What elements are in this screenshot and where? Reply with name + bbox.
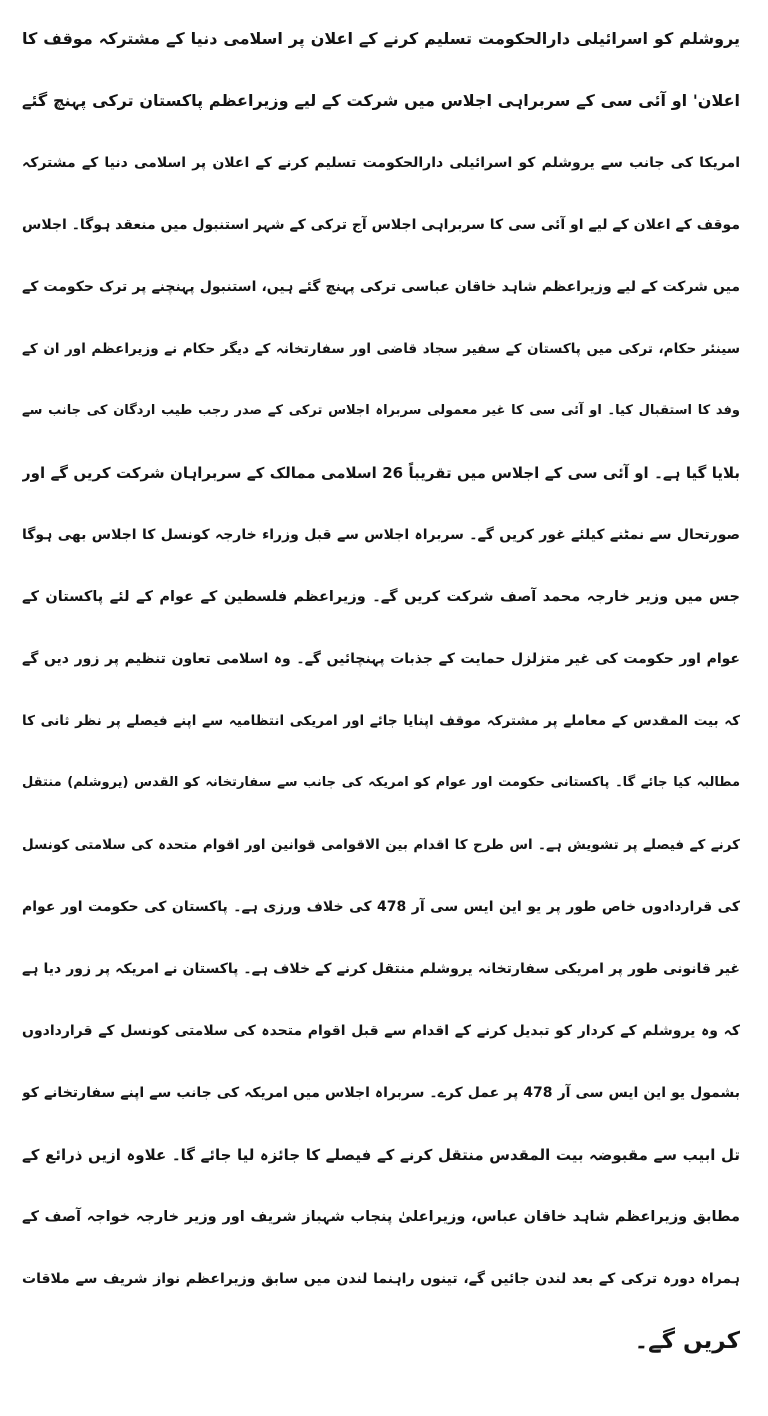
article-line: کریں گے۔	[634, 1328, 740, 1354]
article-line: امریکا کی جانب سے یروشلم کو اسرائیلی دارالحکومت تسلیم کرنے کے اعلان پر اسلامی دنیا کے مشترکہ	[22, 155, 740, 171]
article-line: کہ بیت المقدس کے معاملے پر مشترکہ موقف اپنایا جائے اور امریکی انتظامیہ سے اپنے فیصلے پر نظر ثانی کا	[22, 713, 740, 729]
article-line: موقف کے اعلان کے لیے او آئی سی کا سربراہی اجلاس آج ترکی کے شہر استنبول میں منعقد ہوگا۔ اجلاس	[22, 217, 740, 233]
article-line: ہمراہ دورہ ترکی کے بعد لندن جائیں گے، تینوں راہنما لندن میں سابق وزیراعظم نواز شریف سے ملاقات	[22, 1271, 740, 1287]
article-line: کی قراردادوں خاص طور پر یو این ایس سی آر 478 کی خلاف ورزی ہے۔ پاکستان کی حکومت اور عوام	[22, 899, 740, 915]
article-line: یروشلم کو اسرائیلی دارالحکومت تسلیم کرنے کے اعلان پر اسلامی دنیا کے مشترکہ موقف کا	[22, 29, 740, 48]
article-line: میں شرکت کے لیے وزیراعظم شاہد خاقان عباسی ترکی پہنچ گئے ہیں، استنبول پہنچنے پر ترک حکومت کے	[22, 279, 740, 295]
article-line: کرنے کے فیصلے پر تشویش ہے۔ اس طرح کا اقدام بین الاقوامی قوانین اور اقوام متحدہ کی سلامتی کونسل	[22, 837, 740, 853]
article-line: عوام اور حکومت کی غیر متزلزل حمایت کے جذبات پہنچائیں گے۔ وہ اسلامی تعاون تنظیم پر زور دیں گے	[22, 651, 740, 667]
article-line: جس میں وزیر خارجہ محمد آصف شرکت کریں گے۔ وزیراعظم فلسطین کے عوام کے لئے پاکستان کے	[22, 589, 740, 605]
article-line: صورتحال سے نمٹنے کیلئے غور کریں گے۔ سربراہ اجلاس سے قبل وزراء خارجہ کونسل کا اجلاس بھی ہوگا	[22, 527, 740, 543]
article-line: مطابق وزیراعظم شاہد خاقان عباس، وزیراعلیٰ پنجاب شہباز شریف اور وزیر خارجہ خواجہ آصف کے	[22, 1209, 740, 1225]
article-line: مطالبہ کیا جائے گا۔ پاکستانی حکومت اور عوام کو امریکہ کی جانب سے سفارتخانہ کو القدس (یروشلم) منتقل	[22, 775, 740, 790]
article-line: اعلان' او آئی سی کے سربراہی اجلاس میں شرکت کے لیے وزیراعظم پاکستان ترکی پہنچ گئے	[22, 91, 740, 110]
article-line: کہ وہ یروشلم کے کردار کو تبدیل کرنے کے اقدام سے قبل اقوام متحدہ کی سلامتی کونسل کے قراردادوں	[22, 1023, 740, 1039]
article-line: تل ابیب سے مقبوضہ بیت المقدس منتقل کرنے کے فیصلے کا جائزہ لیا جائے گا۔ علاوہ ازیں ذرائع کے	[22, 1146, 740, 1164]
article-line: بشمول یو این ایس سی آر 478 پر عمل کرے۔ سربراہ اجلاس میں امریکہ کی جانب سے اپنے سفارتخانے کو	[22, 1085, 740, 1101]
article-line: بلایا گیا ہے۔ او آئی سی کے اجلاس میں تقریباً 26 اسلامی ممالک کے سربراہان شرکت کریں گے اور	[22, 464, 740, 482]
article-line: وفد کا استقبال کیا۔ او آئی سی کا غیر معمولی سربراہ اجلاس ترکی کے صدر رجب طیب اردگان کی جانب سے	[22, 403, 740, 418]
article-line: سینئر حکام، ترکی میں پاکستان کے سفیر سجاد قاضی اور سفارتخانہ کے دیگر حکام نے وزیراعظم اور ان کے	[22, 341, 740, 357]
article-line: غیر قانونی طور پر امریکی سفارتخانہ یروشلم منتقل کرنے کے خلاف ہے۔ پاکستان نے امریکہ پر زور دیا ہے	[22, 961, 740, 977]
article-body	[22, 8, 740, 1408]
